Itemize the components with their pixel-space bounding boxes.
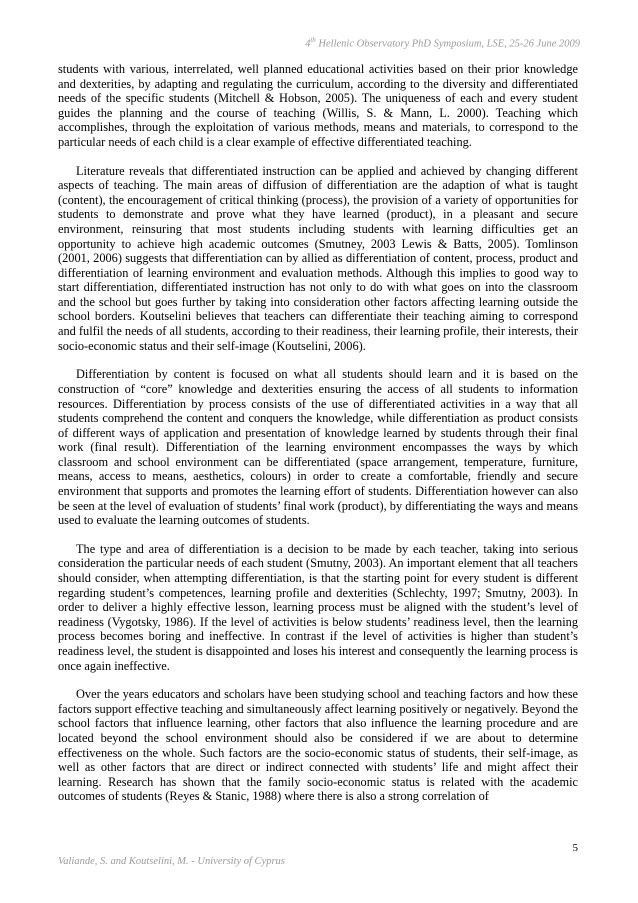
paragraph-type-and-area: The type and area of differentiation is a decision to be made by each teacher, taking into serious consideration the particular needs of each student (Smutny, 2003). An important element that all teachers should consider, when attempting differentiation, is that the starting point for every student is different regarding student’s competences, learning profile and dexterities (Schlechty, 1997; Smutny, 2003). In order to deliver a highly effective lesson, learning process must be aligned with the student’s level of readiness (Vygotsky, 1986). If the level of activities is below students’ readiness level, then the learning process becomes boring and ineffective. In contrast if the level of activities is higher than student’s readiness level, the student is disappointed and loses his interest and consequently the learning process is once again ineffective.	[58, 541, 578, 673]
body-text	[58, 62, 578, 804]
header-text: Hellenic Observatory PhD Symposium, LSE, 25-26 June 2009	[315, 38, 580, 50]
header-ordinal: 4	[305, 38, 311, 50]
paragraph-continuation: students with various, interrelated, well planned educational activities based on their prior knowledge and dexterities, by adapting and regulating the curriculum, according to the diversity and differentiated needs of the specific students (Mitchell & Hobson, 2005). The uniqueness of each and every student guides the planning and the course of teaching (Willis, S. & Mann, L. 2000). Teaching which accomplishes, through the exploitation of various methods, means and materials, to correspond to the particular needs of each child is a clear example of effective differentiated teaching.	[58, 62, 578, 149]
header-ordinal-suffix: th	[310, 36, 316, 44]
page-number: 5	[572, 842, 578, 854]
paragraph-literature: Literature reveals that differentiated instruction can be applied and achieved by changing different aspects of teaching. The main areas of diffusion of differentiation are the adaption of what is taught (content), the encouragement of critical thinking (process), the provision of a variety of opportunities for students to demonstrate and prove what they have learned (product), in a pleasant and secure environment, reinsuring that most students including students with learning difficulties get an opportunity to achieve high academic outcomes (Smutney, 2003 Lewis & Batts, 2005). Tomlinson (2001, 2006) suggests that differentiation can by allied as differentiation of content, process, product and differentiation of learning environment and evaluation methods. Although this implies to good way to start differentiation, differentiated instruction has not only to do with what goes on into the classroom and the school but goes further by taking into consideration other factors affecting learning outside the school borders. Koutselini believes that teachers can differentiate their teaching aiming to correspond and fulfil the needs of all students, according to their readiness, their learning profile, their interests, their socio-economic status and their self-image (Koutselini, 2006).	[58, 163, 578, 353]
paragraph-differentiation-by-content: Differentiation by content is focused on what all students should learn and it is based on the construction of “core” knowledge and dexterities ensuring the access of all students to information resources. Differentiation by process consists of the use of differentiated activities in a way that all students comprehend the content and conquers the knowledge, while differentiation as product consists of different ways of application and presentation of knowledge learned by students through their final work (final result). Differentiation of the learning environment encompasses the ways by which classroom and school environment can be differentiated (space arrangement, temperature, furniture, means, access to means, aesthetics, colours) in order to create a comfortable, friendly and secure environment that supports and promotes the learning effort of students. Differentiation however can also be seen at the level of evaluation of students’ final work (product), by differentiating the ways and means used to evaluate the learning outcomes of students.	[58, 367, 578, 528]
running-footer: Valiande, S. and Koutselini, M. - University of Cyprus	[58, 856, 285, 867]
running-header	[305, 36, 580, 50]
paragraph-over-the-years: Over the years educators and scholars have been studying school and teaching factors and how these factors support effective teaching and simultaneously affect learning positively or negatively. Beyond the school factors that influence learning, other factors that also influence the learning procedure and are located beyond the school environment should also be considered if we are about to determine effectiveness on the whole. Such factors are the socio-economic status of students, their self-image, as well as other factors that are direct or indirect connected with students’ life and might affect their learning. Research has shown that the family socio-economic status is related with the academic outcomes of students (Reyes & Stanic, 1988) where there is also a strong correlation of	[58, 687, 578, 804]
